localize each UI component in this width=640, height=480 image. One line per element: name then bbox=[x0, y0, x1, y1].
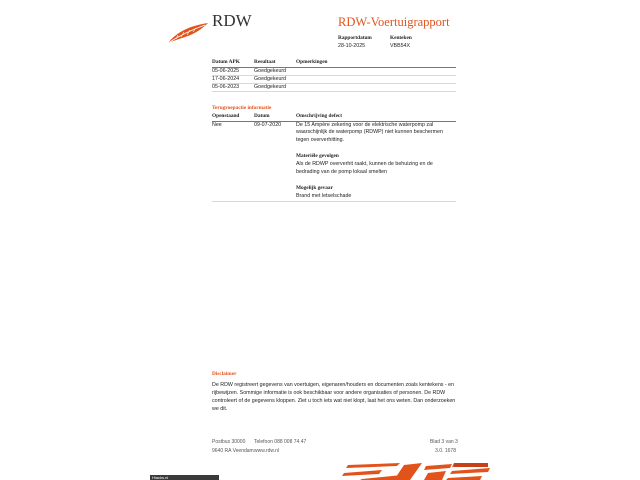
bottom-bar-label: Hlacks.nl bbox=[152, 475, 169, 480]
recall-header-open: Openstaand bbox=[212, 113, 240, 119]
recall-defect-line: De 15 Ampère zekering voor de elektrische waterpomp zal bbox=[296, 121, 434, 128]
footer-postal-city: 9640 RA Veendam bbox=[212, 448, 254, 454]
row-divider bbox=[212, 91, 456, 92]
danger-label: Mogelijk gevaar bbox=[296, 185, 333, 191]
recall-status: Nee bbox=[212, 121, 222, 128]
apk-row-result: Goedgekeurd bbox=[254, 67, 287, 74]
recall-header-row bbox=[212, 113, 456, 121]
decorative-stripes bbox=[342, 463, 490, 480]
recall-header-date: Datum bbox=[254, 113, 270, 119]
apk-row-date: 05-06-2025 bbox=[212, 67, 240, 74]
logo-text: RDW bbox=[212, 11, 252, 30]
disclaimer-line: controleert of de gegevens kloppen. Ziet u toch iets wat niet klopt, laat het ons weten. Dan onderzoeken bbox=[212, 398, 456, 404]
consequences-line: Als de RDWP oververhit raakt, kunnen de behuizing en de bbox=[296, 161, 433, 167]
disclaimer-line: De RDW registreert gegevens van voertuigen, eigenaren/houders en documenten zoals kentekens - en bbox=[212, 382, 455, 388]
apk-header-result: Resultaat bbox=[254, 59, 276, 65]
footer-page: Blad 3 van 3 bbox=[430, 439, 458, 445]
apk-header-date: Datum APK bbox=[212, 59, 240, 65]
recall-end-rule bbox=[212, 201, 456, 202]
report-date-value: 28-10-2025 bbox=[338, 43, 366, 49]
recall-date: 09-07-2020 bbox=[254, 121, 282, 128]
consequences-line: bedrading van de pomp lokaal smelten bbox=[296, 168, 387, 175]
apk-row-result: Goedgekeurd bbox=[254, 75, 287, 82]
consequences-label: Materiële gevolgen bbox=[296, 153, 339, 159]
apk-header-row bbox=[212, 59, 456, 67]
disclaimer-title: Disclaimer bbox=[212, 371, 237, 377]
apk-row-date: 05-06-2023 bbox=[212, 83, 240, 90]
rdw-logo-icon bbox=[165, 20, 211, 44]
danger-text: Brand met letselschade bbox=[296, 193, 352, 199]
apk-header-remarks: Opmerkingen bbox=[296, 59, 328, 65]
plate-label: Kenteken bbox=[390, 35, 412, 41]
footer-website: www.rdw.nl bbox=[254, 448, 280, 454]
disclaimer-line: we dit. bbox=[212, 406, 228, 412]
plate-value: VBB54X bbox=[390, 43, 411, 49]
recall-defect-line: tegen oververhitting. bbox=[296, 136, 344, 143]
footer-po-box: Postbus 30000 bbox=[212, 439, 246, 445]
disclaimer-line: rijbewijzen. Sommige informatie is ook beschikbaar voor andere organisaties of personen. De RDW bbox=[212, 390, 446, 396]
recall-title: Terugroepactie informatie bbox=[212, 105, 272, 111]
report-title: RDW-Voertuigrapport bbox=[338, 15, 450, 29]
recall-header-defect: Omschrijving defect bbox=[296, 113, 343, 119]
apk-row-date: 17-06-2024 bbox=[212, 75, 240, 82]
apk-row-result: Goedgekeurd bbox=[254, 83, 287, 90]
recall-defect-line: waarschijnlijk de waterpomp (RDWP) niet kunnen beschermen bbox=[296, 129, 443, 135]
footer-version: 3.0. 1678 bbox=[435, 448, 456, 454]
report-date-label: Rapportdatum bbox=[338, 35, 372, 41]
footer-phone: Telefoon 088 008 74 47 bbox=[254, 439, 307, 445]
